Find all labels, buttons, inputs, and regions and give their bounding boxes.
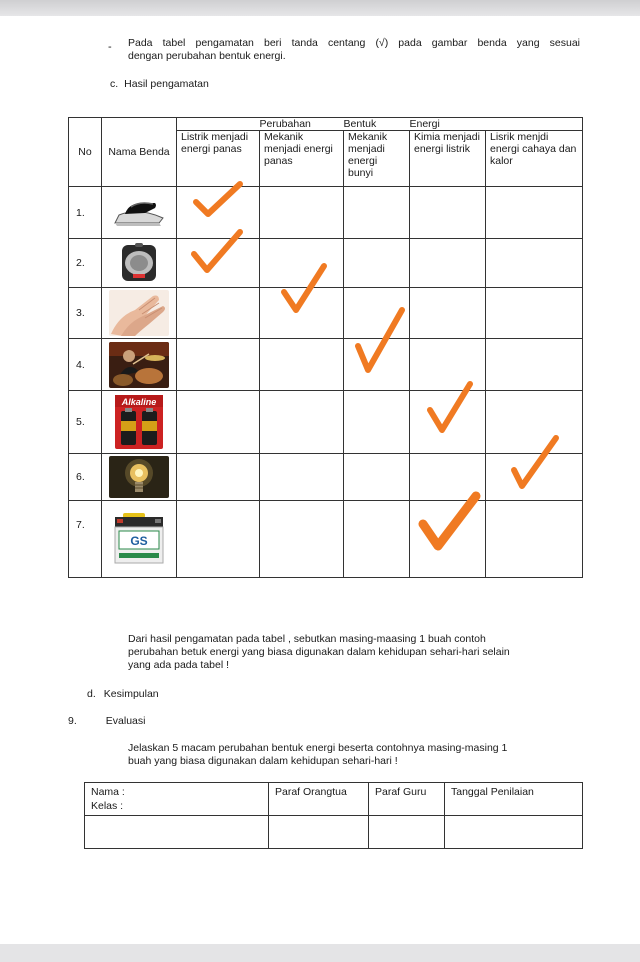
cell-col1: [177, 339, 260, 390]
check-mark-row-3: [280, 262, 328, 321]
object-image-cell: [102, 339, 177, 390]
observation-table: [68, 117, 583, 578]
check-mark-row-4: [354, 306, 406, 381]
object-image-cell: [102, 501, 177, 578]
cell-col1: [177, 454, 260, 501]
rice-cooker-image: [109, 241, 169, 285]
cell-col3: [344, 501, 410, 578]
table-row: [69, 501, 583, 578]
check-mark-row-6: [510, 434, 560, 497]
section-d-letter: d.: [87, 688, 96, 700]
question-line-3: yang ada pada tabel !: [128, 659, 230, 671]
header-group-energi: Energi: [410, 118, 486, 131]
header-col-kimia-listrik: Kimia menjadi energi listrik: [410, 131, 486, 187]
cell-col3: [344, 454, 410, 501]
light-bulb-image: [109, 456, 169, 498]
cell-col1: [177, 390, 260, 453]
alkaline-batteries-image: [109, 393, 169, 451]
section-c-heading: [110, 78, 209, 91]
row-number: 1.: [69, 187, 102, 238]
header-no: No: [69, 118, 102, 187]
header-col-listrik-cahaya: Lisrik menjdi energi cahaya dan kalor: [486, 131, 583, 187]
eval-blank-cell: [85, 816, 269, 849]
cell-col3: [344, 390, 410, 453]
alkaline-label: Alkaline: [121, 396, 157, 407]
section-9-label: Evaluasi: [105, 715, 146, 727]
tanggal-penilaian-header: Tanggal Penilaian: [445, 783, 583, 816]
question-line-1: Dari hasil pengamatan pada tabel , sebutkan masing-maasing 1 buah contoh: [128, 633, 486, 645]
nama-kelas-cell: [85, 783, 269, 816]
object-image-cell: [102, 390, 177, 453]
eval-blank-cell: [369, 816, 445, 849]
check-mark-row-5: [426, 380, 474, 441]
check-mark-row-1: [192, 180, 244, 225]
eval-row-blank: [85, 816, 583, 849]
question-paragraph: [128, 633, 558, 672]
drummer-image: [109, 342, 169, 388]
row-number: 3.: [69, 288, 102, 339]
check-mark-row-2: [190, 228, 244, 281]
cell-col3: [344, 187, 410, 238]
eval-blank-cell: [445, 816, 583, 849]
object-image-cell: [102, 288, 177, 339]
cell-col1: [177, 288, 260, 339]
cell-col4: [410, 288, 486, 339]
object-image-cell: [102, 187, 177, 238]
cell-col3: [344, 238, 410, 287]
row-number: 5.: [69, 390, 102, 453]
cell-col2: [260, 390, 344, 453]
cell-col2: [260, 187, 344, 238]
row-number: 6.: [69, 454, 102, 501]
cell-col1: [177, 501, 260, 578]
rubbing-hands-image: [109, 290, 169, 336]
object-image-cell: [102, 454, 177, 501]
cell-col5: [486, 238, 583, 287]
instruction-line-1: Pada tabel pengamatan beri tanda centang (√) pada gambar benda yang sesuai: [128, 37, 580, 49]
instruction-text: [128, 37, 580, 63]
iron-image: [109, 193, 169, 233]
section-9-heading: [68, 715, 145, 728]
cell-col5: [486, 187, 583, 238]
eval-blank-cell: [269, 816, 369, 849]
evaluation-paragraph: [128, 742, 558, 768]
header-object-name: Nama Benda: [102, 118, 177, 187]
row-number: 4.: [69, 339, 102, 390]
header-group-spacer: [177, 118, 260, 131]
section-d-label: Kesimpulan: [103, 688, 159, 700]
check-mark-row-7: [418, 490, 482, 559]
table-row: [69, 454, 583, 501]
header-row-top: [69, 118, 583, 131]
table-row: [69, 390, 583, 453]
cell-col2: [260, 339, 344, 390]
eval-row-header: [85, 783, 583, 816]
evaluation-line-1: Jelaskan 5 macam perubahan bentuk energi beserta contohnya masing-masing 1: [128, 742, 508, 754]
table-row: [69, 187, 583, 238]
paraf-guru-header: Paraf Guru: [369, 783, 445, 816]
cell-col5: [486, 339, 583, 390]
kelas-label: Kelas :: [91, 800, 124, 812]
section-c-label: Hasil pengamatan: [124, 78, 209, 90]
evaluation-line-2: buah yang biasa digunakan dalam kehidupan sehari-hari !: [128, 755, 398, 767]
car-battery-image: [109, 511, 169, 567]
question-line-2: perubahan betuk energi yang biasa digunakan dalam kehidupan sehari-hari selain: [128, 646, 510, 658]
header-col-mekanik-bunyi: Mekanik menjadi energi bunyi: [344, 131, 410, 187]
cell-col5: [486, 501, 583, 578]
header-group-bentuk: Bentuk: [344, 118, 410, 131]
row-number: 2.: [69, 238, 102, 287]
section-9-number: 9.: [68, 715, 77, 727]
header-col-mekanik-panas: Mekanik menjadi energi panas: [260, 131, 344, 187]
bullet-marker: -: [108, 41, 112, 53]
row-number: 7.: [69, 501, 102, 578]
instruction-line-2: dengan perubahan bentuk energi.: [128, 50, 286, 62]
header-group-spacer-end: [486, 118, 583, 131]
top-status-bar: [0, 0, 640, 16]
header-col-listrik-panas: Listrik menjadi energi panas: [177, 131, 260, 187]
evaluation-table: [84, 782, 583, 849]
cell-col5: [486, 288, 583, 339]
nama-label: Nama :: [91, 786, 125, 798]
cell-col4: [410, 238, 486, 287]
cell-col2: [260, 454, 344, 501]
table-row: [69, 339, 583, 390]
cell-col2: [260, 501, 344, 578]
paraf-orangtua-header: Paraf Orangtua: [269, 783, 369, 816]
object-image-cell: [102, 238, 177, 287]
section-c-letter: c.: [110, 78, 119, 90]
bottom-bar: [0, 944, 640, 962]
header-group-perubahan: Perubahan: [260, 118, 344, 131]
gs-label: GS: [130, 534, 148, 549]
section-d-heading: [87, 688, 159, 701]
cell-col4: [410, 187, 486, 238]
